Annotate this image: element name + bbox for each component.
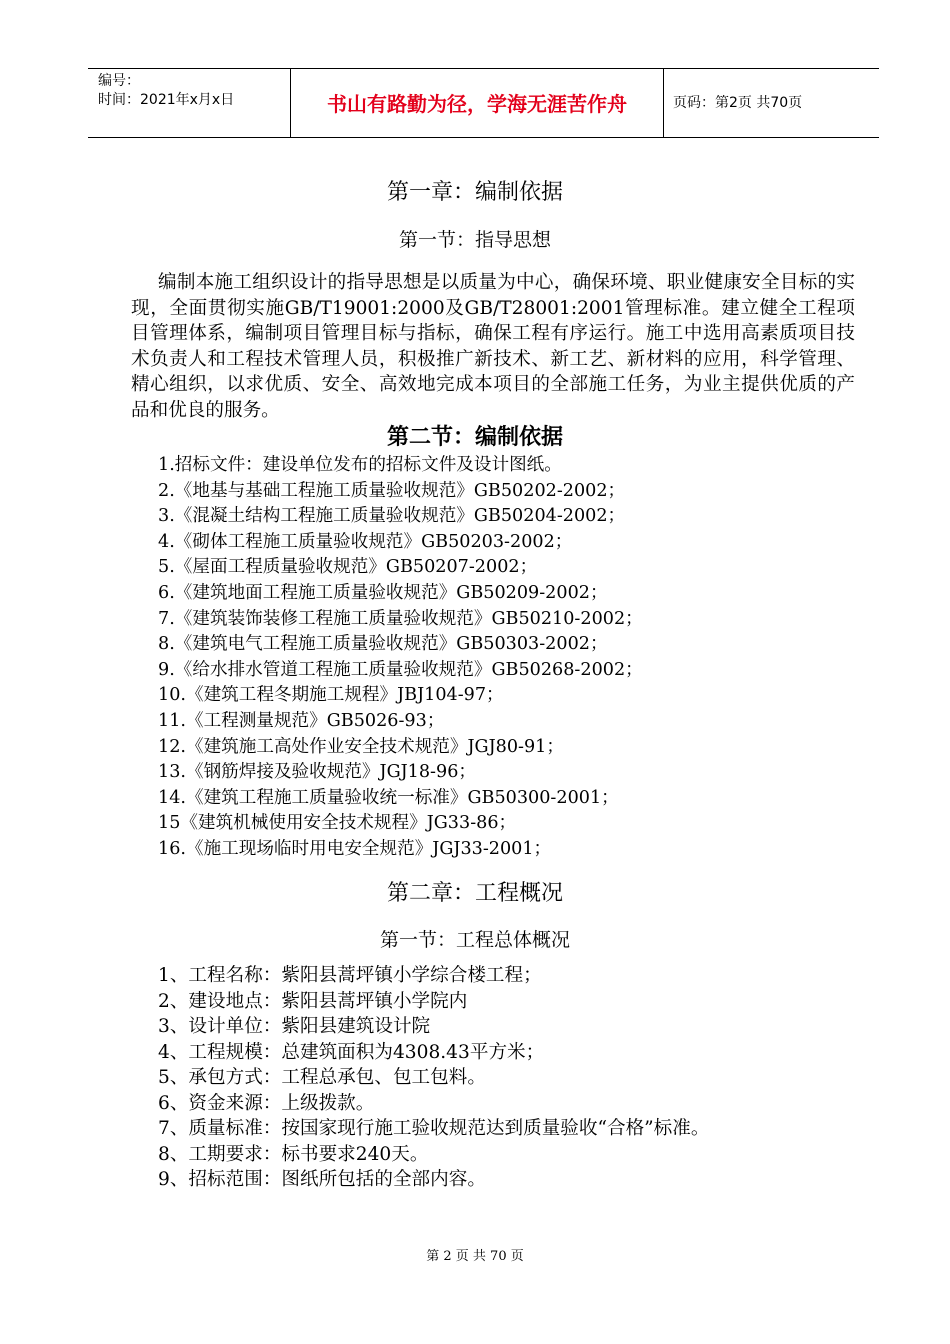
page-header	[88, 68, 879, 138]
basis-list-item: 10.《建筑工程冬期施工规程》JBJ104-97；	[158, 685, 504, 706]
basis-list-item: 11.《工程测量规范》GB5026-93；	[158, 710, 445, 731]
document-time-label: 时间：2021年x月x日	[98, 92, 235, 108]
guiding-paragraph: 编制本施工组织设计的指导思想是以质量为中心，确保环境、职业健康安全目标的实现，全面贯彻实施GB/T19001:2000及GB/T28001:2001管理标准。建立健全工程项目管理体系，编制项目管理目标与指标，确保工程有序运行。施工中选用高素质项目技术负责人和工程技术管理人员，积极推广新技术、新工艺、新材料的应用，科学管理、精心组织，以求优质、安全、高效地完成本项目的全部施工任务，为业主提供优质的产品和优良的服务。	[131, 272, 855, 421]
header-center-cell	[290, 69, 664, 137]
basis-list-item: 15《建筑机械使用安全技术规程》JG33-86；	[158, 813, 517, 834]
chapter1-title: 第一章：编制依据	[386, 180, 563, 205]
document-number-label: 编号：	[98, 73, 140, 89]
basis-list-item: 14.《建筑工程施工质量验收统一标准》GB50300-2001；	[158, 787, 619, 808]
chapter2-title: 第二章：工程概况	[386, 881, 563, 906]
overview-list-item: 7、质量标准：按国家现行施工验收规范达到质量验收“合格”标准。	[158, 1118, 710, 1139]
basis-list-item: 7.《建筑装饰装修工程施工质量验收规范》GB50210-2002；	[158, 608, 643, 629]
basis-list-item: 9.《给水排水管道工程施工质量验收规范》GB50268-2002；	[158, 659, 643, 680]
overview-list-item: 3、设计单位：紫阳县建筑设计院	[158, 1016, 431, 1037]
basis-list-item: 8.《建筑电气工程施工质量验收规范》GB50303-2002；	[158, 634, 608, 655]
chapter1-section2-title: 第二节：编制依据	[386, 425, 563, 450]
overview-list-item: 1、工程名称：紫阳县蒿坪镇小学综合楼工程；	[158, 965, 542, 986]
basis-list-item: 4.《砌体工程施工质量验收规范》GB50203-2002；	[158, 531, 573, 552]
basis-list-item: 16.《施工现场临时用电安全规范》JGJ33-2001；	[158, 838, 552, 859]
basis-list-item: 12.《建筑施工高处作业安全技术规范》JGJ80-91；	[158, 736, 564, 757]
overview-list-item: 8、工期要求：标书要求240天。	[158, 1143, 429, 1165]
overview-list	[158, 963, 709, 1193]
overview-list-item: 5、承包方式：工程总承包、包工包料。	[158, 1067, 486, 1088]
header-page-label: 页码：第2页 共70页	[673, 95, 803, 111]
overview-list-item: 2、建设地点：紫阳县蒿坪镇小学院内	[158, 990, 468, 1012]
basis-list-item: 6.《建筑地面工程施工质量验收规范》GB50209-2002；	[158, 582, 608, 603]
header-motto: 书山有路勤为径，学海无涯苦作舟	[327, 92, 627, 116]
overview-list-item: 4、工程规模：总建筑面积为4308.43平方米；	[158, 1041, 545, 1063]
chapter1-section1-title: 第一节：指导思想	[398, 229, 551, 251]
basis-list-item: 1.招标文件：建设单位发布的招标文件及设计图纸。	[158, 455, 562, 475]
basis-list-item: 2.《地基与基础工程施工质量验收规范》GB50202-2002；	[158, 480, 626, 501]
basis-list-item: 5.《屋面工程质量验收规范》GB50207-2002；	[158, 557, 538, 578]
header-right-cell	[663, 69, 879, 137]
overview-list-item: 9、招标范围：图纸所包括的全部内容。	[158, 1169, 486, 1190]
header-left-cell	[88, 69, 290, 137]
overview-list-item: 6、资金来源：上级拨款。	[158, 1092, 375, 1114]
chapter2-section1-title: 第一节：工程总体概况	[379, 929, 570, 951]
basis-list	[158, 453, 643, 863]
basis-list-item: 13.《钢筋焊接及验收规范》JGJ18-96；	[158, 762, 476, 783]
basis-list-item: 3.《混凝土结构工程施工质量验收规范》GB50204-2002；	[158, 506, 626, 527]
page-footer: 第 2 页 共 70 页	[426, 1249, 524, 1264]
